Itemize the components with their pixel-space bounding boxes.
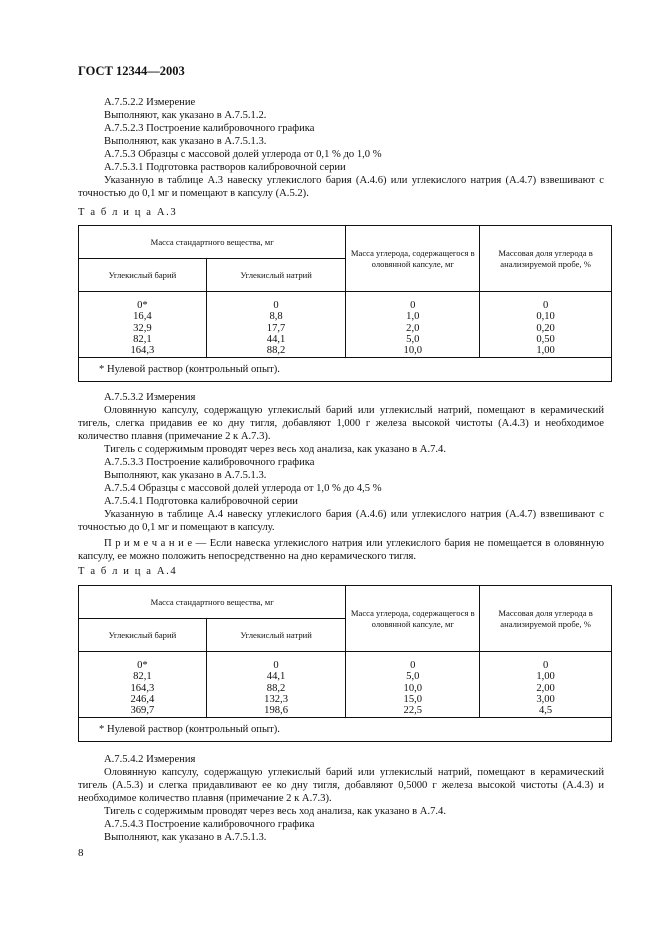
table-cell: 0 — [542, 660, 549, 671]
table-cell: 15,0 — [403, 693, 423, 705]
page-number: 8 — [78, 847, 84, 859]
section-heading: А.7.5.3.1 Подготовка растворов калибровочной серии — [104, 162, 346, 173]
sodium-column — [206, 292, 346, 358]
table-cell: 4,5 — [538, 705, 553, 717]
carbon-mass-column — [346, 652, 480, 718]
table-cell: 0 — [273, 660, 279, 671]
table-cell: 369,7 — [130, 705, 155, 717]
paragraph — [78, 508, 604, 534]
table-cell: 164,3 — [130, 682, 155, 694]
table-cell: 2,0 — [406, 322, 420, 334]
header-carbon-mass: Масса углерода, содержащегося в оловянной капсуле, мг — [346, 586, 480, 652]
carbon-mass-column — [346, 292, 480, 358]
paragraph — [78, 766, 604, 806]
table-cell: 10,0 — [403, 682, 423, 694]
paragraph-text: Указанную в таблице А.4 навеску углекислого бария (А.4.6) или углекислого натрия (А.4.7) взвешивают с точностью до 0,1 мг и помещают в капсулу. — [78, 509, 604, 534]
table-cell: 32,9 — [133, 322, 152, 334]
table-cell: 1,00 — [536, 345, 555, 357]
section-heading: А.7.5.4 Образцы с массовой долей углерода от 1,0 % до 4,5 % — [104, 483, 382, 494]
sodium-column — [206, 652, 346, 718]
barium-column — [79, 652, 207, 718]
header-barium: Углекислый барий — [79, 619, 207, 652]
header-mass: Масса стандартного вещества, мг — [79, 586, 346, 619]
table-cell: 0* — [137, 300, 148, 311]
table-cell: 1,00 — [536, 671, 555, 683]
header-sodium: Углекислый натрий — [206, 619, 346, 652]
section-heading: А.7.5.2.3 Построение калибровочного графика — [104, 123, 315, 134]
text-line: Тигель с содержимым проводят через весь ход анализа, как указано в А.7.4. — [104, 444, 446, 455]
paragraph-text: Указанную в таблице А.3 навеску углекислого бария (А.4.6) или углекислого натрия (А.4.7) взвешивают с точностью до 0,1 мг и помещают в капсулу (А.5.2). — [78, 175, 604, 200]
header-sodium: Углекислый натрий — [206, 259, 346, 292]
paragraph — [78, 174, 604, 200]
carbon-fraction-column — [480, 292, 612, 358]
table-cell: 44,1 — [266, 333, 286, 345]
note-paragraph — [78, 537, 604, 563]
table-cell: 82,1 — [133, 333, 152, 345]
table-cell: 88,2 — [266, 682, 286, 694]
note-label: П р и м е ч а н и е — [104, 538, 193, 549]
table-footnote: * Нулевой раствор (контрольный опыт). — [79, 718, 612, 742]
table-cell: 1,0 — [406, 311, 420, 323]
section-heading: А.7.5.3.2 Измерения — [104, 392, 196, 403]
paragraph — [78, 404, 604, 444]
table-cell: 2,00 — [536, 682, 555, 694]
table-cell: 0,10 — [536, 311, 555, 323]
text-line: Выполняют, как указано в А.7.5.1.2. — [104, 110, 267, 121]
header-mass: Масса стандартного вещества, мг — [79, 226, 346, 259]
table-cell: 0 — [410, 300, 416, 311]
table-footnote: * Нулевой раствор (контрольный опыт). — [79, 358, 612, 382]
barium-column — [79, 292, 207, 358]
section-heading: А.7.5.2.2 Измерение — [104, 97, 196, 108]
table-cell: 246,4 — [130, 693, 155, 705]
section-heading: А.7.5.4.1 Подготовка калибровочной серии — [104, 496, 298, 507]
text-line: Тигель с содержимым проводят через весь ход анализа, как указано в А.7.4. — [104, 806, 446, 817]
table-a4 — [78, 585, 612, 742]
header-carbon-fraction: Массовая доля углерода в анализируемой пробе, % — [480, 586, 612, 652]
table-cell: 3,00 — [536, 693, 555, 705]
section-heading: А.7.5.4.3 Построение калибровочного графика — [104, 819, 315, 830]
header-carbon-fraction: Массовая доля углерода в анализируемой пробе, % — [480, 226, 612, 292]
document-header: ГОСТ 12344—2003 — [78, 64, 185, 78]
table-cell: 0* — [137, 660, 148, 671]
table-cell: 0 — [542, 300, 549, 311]
table-cell: 88,2 — [266, 345, 286, 357]
table-a3 — [78, 225, 612, 382]
table-cell: 10,0 — [403, 345, 423, 357]
table-cell: 0 — [273, 300, 279, 311]
table-cell: 8,8 — [269, 311, 283, 323]
header-carbon-mass: Масса углерода, содержащегося в оловянной капсуле, мг — [346, 226, 480, 292]
table-cell: 22,5 — [403, 705, 423, 717]
table-cell: 5,0 — [406, 333, 420, 345]
text-line: Выполняют, как указано в А.7.5.1.3. — [104, 136, 267, 147]
section-heading: А.7.5.3.3 Построение калибровочного графика — [104, 457, 315, 468]
table-cell: 164,3 — [130, 345, 155, 357]
table-cell: 198,6 — [264, 705, 288, 717]
table-cell: 132,3 — [264, 693, 288, 705]
table-cell: 16,4 — [133, 311, 152, 323]
paragraph-text: Оловянную капсулу, содержащую углекислый барий или углекислый натрий, помещают в керамический тигель, слегка придавив ее ко дну тигля, добавляют 1,000 г железа высокой чистоты (А.4.3) и необходимое количество плавня (примечание 2 к А.7.3). — [78, 405, 604, 443]
carbon-fraction-column — [480, 652, 612, 718]
text-line: Выполняют, как указано в А.7.5.1.3. — [104, 470, 267, 481]
table-cell: 0,20 — [536, 322, 555, 334]
table-cell: 82,1 — [133, 671, 152, 683]
table-cell: 0 — [410, 660, 416, 671]
paragraph-text: Оловянную капсулу, содержащую углекислый барий или углекислый натрий, помещают в керамический тигель (А.5.3) и слегка придавливают ее ко дну тигля, добавляют 0,5000 г железа высокой чистоты (А.4.3) и необходимое количество плавня (примечание 2 к А.7.3). — [78, 767, 604, 805]
table-cell: 17,7 — [266, 322, 286, 334]
header-barium: Углекислый барий — [79, 259, 207, 292]
table-cell: 44,1 — [266, 671, 286, 683]
table-caption: Т а б л и ц а А.3 — [78, 207, 178, 218]
table-caption: Т а б л и ц а А.4 — [78, 566, 178, 577]
section-heading: А.7.5.4.2 Измерения — [104, 754, 196, 765]
note-text: — Если навеска углекислого натрия или углекислого бария не помещается в оловянную капсулу, ее можно положить непосредственно на дно керамического тигля. — [78, 538, 604, 563]
text-line: Выполняют, как указано в А.7.5.1.3. — [104, 832, 267, 843]
table-cell: 0,50 — [536, 333, 555, 345]
section-heading: А.7.5.3 Образцы с массовой долей углерода от 0,1 % до 1,0 % — [104, 149, 382, 160]
table-cell: 5,0 — [406, 671, 420, 683]
